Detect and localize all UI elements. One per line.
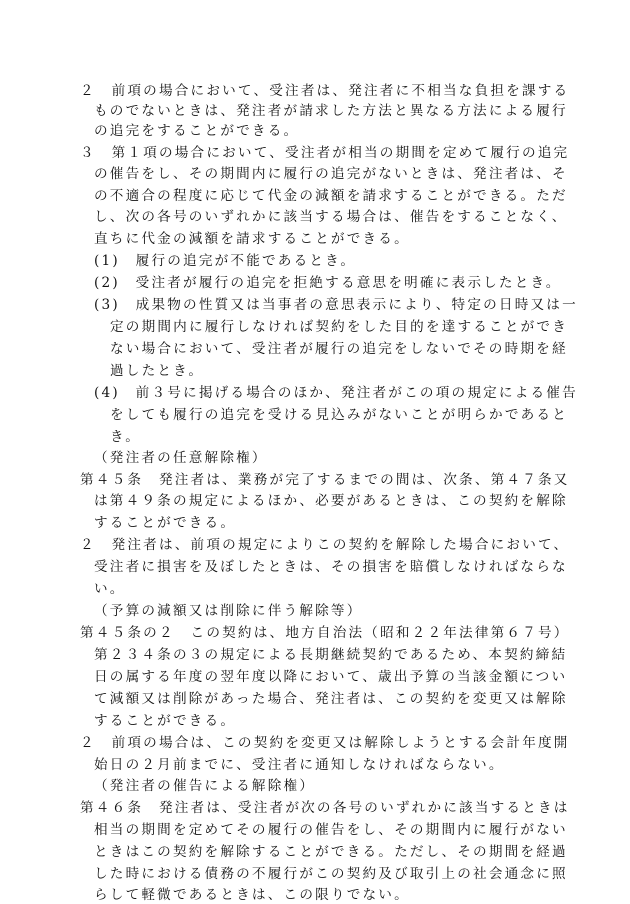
text-line: 第４６条 発注者は、受注者が次の各号のいずれかに該当するときは (80, 800, 570, 816)
text-line: をしても履行の追完を受ける見込みがないことが明らかであると (110, 407, 569, 423)
text-line: (1) 履行の追完が不能であるとき。 (94, 253, 357, 269)
text-line: ２ 前項の場合は、この契約を変更又は解除しようとする会計年度開 (80, 735, 570, 751)
text-line: き。 (110, 429, 142, 445)
text-line: らして軽微であるときは、この限りでない。 (94, 887, 410, 903)
text-line: ものでないときは、発注者が請求した方法と異なる方法による履行 (94, 103, 568, 119)
text-line: 始日の２月前までに、受注者に通知しなければならない。 (94, 757, 505, 773)
text-line: の催告をし、その期間内に履行の追完がないときは、発注者は、そ (94, 166, 568, 182)
text-line: ない場合において、受注者が履行の追完をしないでその時期を経 (110, 341, 568, 357)
section-heading: （予算の減額又は削除に伴う解除等） (94, 603, 363, 619)
text-line: 直ちに代金の減額を請求することができる。 (94, 231, 410, 247)
text-line: 第４５条の２ この契約は、地方自治法（昭和２２年法律第６７号） (80, 625, 570, 641)
text-line: ３ 第１項の場合において、受注者が相当の期間を定めて履行の追完 (80, 145, 570, 161)
text-line: (4) 前３号に掲げる場合のほか、発注者がこの項の規定による催告 (94, 385, 578, 401)
text-line: (2) 受注者が履行の追完を拒絶する意思を明確に表示したとき。 (94, 275, 562, 291)
text-line: (3) 成果物の性質又は当事者の意思表示により、特定の日時又は一 (94, 297, 578, 313)
text-line: ２ 発注者は、前項の規定によりこの契約を解除した場合において、 (80, 537, 570, 553)
text-line: 第４５条 発注者は、業務が完了するまでの間は、次条、第４７条又 (80, 472, 570, 488)
text-line: し、次の各号のいずれかに該当する場合は、催告をすることなく、 (94, 209, 568, 225)
text-line: 定の期間内に履行しなければ契約をした目的を達することができ (110, 319, 569, 335)
text-line: 日の属する年度の翌年度以降において、歳出予算の当該金額につい (94, 669, 568, 685)
text-line: することができる。 (94, 713, 237, 729)
text-line: することができる。 (94, 515, 237, 531)
text-line: の追完をすることができる。 (94, 123, 300, 139)
text-line: ときはこの契約を解除することができる。ただし、その期間を経過 (94, 844, 568, 860)
text-line: 受注者に損害を及ぼしたときは、その損害を賠償しなければならな (94, 559, 568, 575)
text-line: した時における債務の不履行がこの契約及び取引上の社会通念に照 (94, 866, 568, 882)
text-line: 過したとき。 (110, 363, 205, 379)
section-heading: （発注者の任意解除権） (94, 450, 268, 466)
text-line: 第２３４条の３の規定による長期継続契約であるため、本契約締結 (94, 647, 568, 663)
text-line: の不適合の程度に応じて代金の減額を請求することができる。ただ (94, 188, 568, 204)
text-line: は第４９条の規定によるほか、必要があるときは、この契約を解除 (94, 493, 568, 509)
text-line: 相当の期間を定めてその履行の催告をし、その期間内に履行がない (94, 822, 568, 838)
text-line: い。 (94, 581, 126, 597)
text-line: ２ 前項の場合において、受注者は、発注者に不相当な負担を課する (80, 83, 570, 99)
section-heading: （発注者の催告による解除権） (94, 778, 316, 794)
text-line: て減額又は削除があった場合、発注者は、この契約を変更又は解除 (94, 691, 568, 707)
